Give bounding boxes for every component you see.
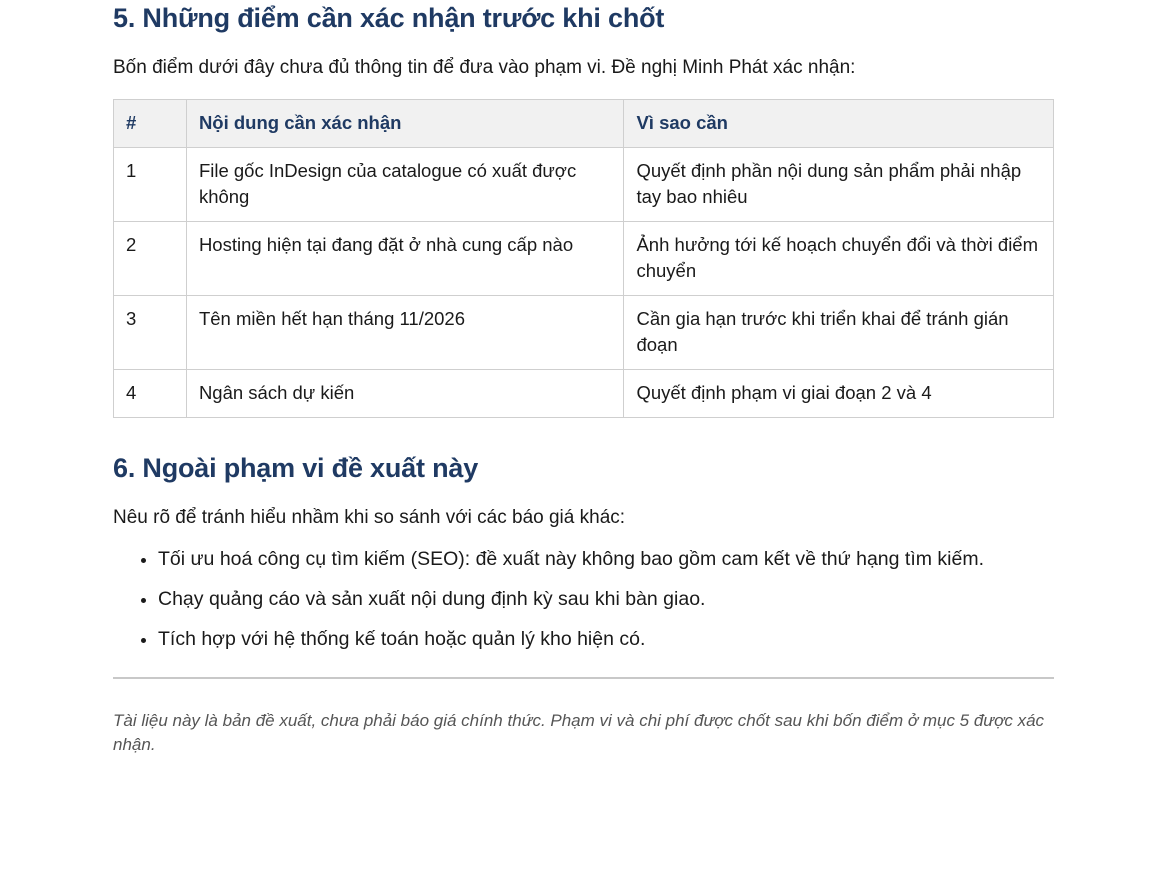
column-header-reason: Vì sao cần	[624, 100, 1054, 148]
confirmation-table	[113, 99, 1054, 418]
row-reason: Quyết định phần nội dung sản phẩm phải nhập tay bao nhiêu	[624, 148, 1054, 222]
row-number: 1	[114, 148, 187, 222]
row-content: Hosting hiện tại đang đặt ở nhà cung cấp nào	[186, 222, 624, 296]
list-item: • Tích hợp với hệ thống kế toán hoặc quản lý kho hiện có.	[158, 626, 984, 653]
row-number: 4	[114, 370, 187, 418]
list-item: • Tối ưu hoá công cụ tìm kiếm (SEO): đề xuất này không bao gồm cam kết về thứ hạng tìm kiếm.	[158, 546, 984, 573]
table-row	[114, 148, 1054, 222]
table-row	[114, 370, 1054, 418]
section-6-intro: Nêu rõ để tránh hiểu nhầm khi so sánh với các báo giá khác:	[113, 507, 626, 528]
section-5-intro: Bốn điểm dưới đây chưa đủ thông tin để đưa vào phạm vi. Đề nghị Minh Phát xác nhận:	[113, 57, 856, 78]
table-row	[114, 222, 1054, 296]
row-content: Tên miền hết hạn tháng 11/2026	[186, 296, 624, 370]
column-header-number: #	[114, 100, 187, 148]
table-header-row	[114, 100, 1054, 148]
out-of-scope-list	[113, 546, 984, 666]
divider	[113, 677, 1054, 679]
row-reason: Quyết định phạm vi giai đoạn 2 và 4	[624, 370, 1054, 418]
footnote: Tài liệu này là bản đề xuất, chưa phải báo giá chính thức. Phạm vi và chi phí được chốt sau khi bốn điểm ở mục 5 được xác nhận.	[113, 711, 1045, 754]
row-content: Ngân sách dự kiến	[186, 370, 624, 418]
row-number: 2	[114, 222, 187, 296]
row-number: 3	[114, 296, 187, 370]
list-item: • Chạy quảng cáo và sản xuất nội dung định kỳ sau khi bàn giao.	[158, 586, 984, 613]
table-row	[114, 296, 1054, 370]
row-reason: Cần gia hạn trước khi triển khai để tránh gián đoạn	[624, 296, 1054, 370]
row-reason: Ảnh hưởng tới kế hoạch chuyển đổi và thời điểm chuyển	[624, 222, 1054, 296]
column-header-content: Nội dung cần xác nhận	[186, 100, 624, 148]
row-content: File gốc InDesign của catalogue có xuất được không	[186, 148, 624, 222]
section-5-heading: 5. Những điểm cần xác nhận trước khi chốt	[113, 3, 665, 33]
section-6-heading: 6. Ngoài phạm vi đề xuất này	[113, 453, 479, 483]
